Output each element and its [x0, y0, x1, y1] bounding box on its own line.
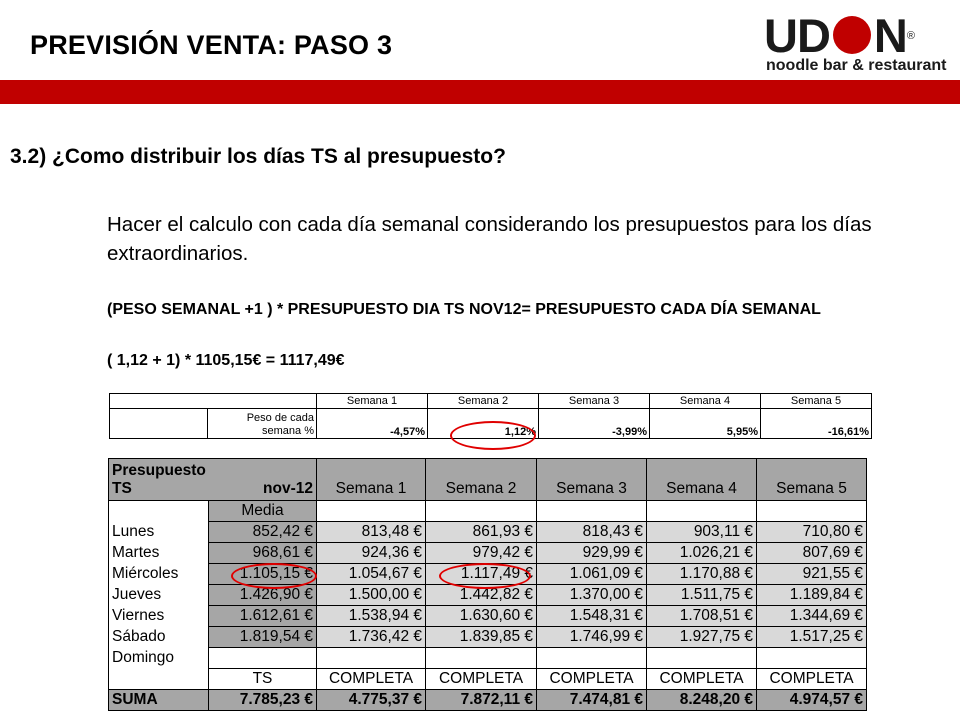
ts-status: COMPLETA [317, 669, 426, 690]
media-value: 1.612,61 € [209, 606, 317, 627]
media-row-blank [537, 501, 647, 522]
budget-month: nov-12 [263, 479, 313, 497]
media-value: 1.105,15 € [209, 564, 317, 585]
ts-label: TS [209, 669, 317, 690]
logo-red-circle-icon [831, 15, 873, 55]
media-row-empty [109, 501, 209, 522]
budget-day-rows [109, 522, 867, 669]
weight-header-row [110, 394, 872, 409]
ts-status: COMPLETA [537, 669, 647, 690]
weight-value: 5,95% [650, 409, 761, 439]
weight-value: -4,57% [317, 409, 428, 439]
weekly-budget-value [426, 648, 537, 669]
weight-values-row [110, 409, 872, 439]
weekly-budget-value: 903,11 € [647, 522, 757, 543]
weight-week-header: Semana 2 [428, 394, 539, 409]
budget-title: Presupuesto [112, 461, 206, 479]
logo-letters-ud: UD [764, 9, 830, 62]
weight-value: 1,12% [428, 409, 539, 439]
budget-day-row [109, 522, 867, 543]
weight-week-header: Semana 3 [539, 394, 650, 409]
budget-week-header: Semana 4 [647, 459, 757, 501]
body-paragraph: Hacer el calculo con cada día semanal considerando los presupuestos para los días extraordinarios. [107, 213, 872, 265]
budget-week-header: Semana 2 [426, 459, 537, 501]
udon-logo [764, 9, 947, 74]
suma-value: 4.974,57 € [757, 690, 867, 711]
ts-status: COMPLETA [647, 669, 757, 690]
weekly-budget-value: 1.170,88 € [647, 564, 757, 585]
weight-value: -16,61% [761, 409, 872, 439]
slide-title: PREVISIÓN VENTA: PASO 3 [30, 30, 393, 60]
weight-row-label-line1: Peso de cada [246, 412, 314, 424]
media-row-blank [317, 501, 426, 522]
logo-tagline: noodle bar & restaurant [766, 57, 947, 74]
media-value: 852,42 € [209, 522, 317, 543]
weekly-budget-value [647, 648, 757, 669]
media-value: 1.819,54 € [209, 627, 317, 648]
budget-day-row [109, 585, 867, 606]
suma-value: 8.248,20 € [647, 690, 757, 711]
day-label: Martes [109, 543, 209, 564]
day-label: Miércoles [109, 564, 209, 585]
weekly-budget-value: 1.630,60 € [426, 606, 537, 627]
weekly-budget-value: 1.061,09 € [537, 564, 647, 585]
media-label: Media [209, 501, 317, 522]
weekly-budget-value: 807,69 € [757, 543, 867, 564]
media-row-blank [426, 501, 537, 522]
weekly-budget-value: 979,42 € [426, 543, 537, 564]
weight-week-header: Semana 1 [317, 394, 428, 409]
weekly-budget-value: 1.839,85 € [426, 627, 537, 648]
suma-value: 4.775,37 € [317, 690, 426, 711]
budget-title-cell [109, 459, 317, 501]
logo-letter-n: N [873, 9, 907, 62]
media-value: 968,61 € [209, 543, 317, 564]
media-row-blank [647, 501, 757, 522]
weekly-weight-table [109, 393, 872, 439]
ts-status: COMPLETA [757, 669, 867, 690]
weight-week-header: Semana 4 [650, 394, 761, 409]
weight-week-header: Semana 5 [761, 394, 872, 409]
weekly-budget-value: 929,99 € [537, 543, 647, 564]
budget-day-row [109, 648, 867, 669]
suma-label: SUMA [109, 690, 209, 711]
weight-row-label [208, 409, 317, 439]
weekly-budget-value: 861,93 € [426, 522, 537, 543]
day-label: Viernes [109, 606, 209, 627]
weight-header-empty [110, 394, 317, 409]
weekly-budget-value: 1.442,82 € [426, 585, 537, 606]
budget-ts-row [109, 669, 867, 690]
budget-suma-row [109, 690, 867, 711]
day-label: Sábado [109, 627, 209, 648]
budget-week-header: Semana 5 [757, 459, 867, 501]
weekly-budget-value: 1.054,67 € [317, 564, 426, 585]
suma-value: 7.474,81 € [537, 690, 647, 711]
weekly-budget-value [757, 648, 867, 669]
weekly-budget-value: 710,80 € [757, 522, 867, 543]
weekly-budget-value: 921,55 € [757, 564, 867, 585]
weight-row-empty [110, 409, 208, 439]
header-accent-bar [0, 80, 960, 104]
weekly-budget-value: 1.548,31 € [537, 606, 647, 627]
weight-value: -3,99% [539, 409, 650, 439]
media-row-blank [757, 501, 867, 522]
budget-day-row [109, 606, 867, 627]
budget-week-header: Semana 3 [537, 459, 647, 501]
logo-wordmark [764, 9, 914, 62]
weekly-budget-value: 1.026,21 € [647, 543, 757, 564]
weekly-budget-value: 1.189,84 € [757, 585, 867, 606]
day-label: Lunes [109, 522, 209, 543]
weekly-budget-value: 1.736,42 € [317, 627, 426, 648]
budget-title-line2 [112, 480, 313, 498]
media-value: 1.426,90 € [209, 585, 317, 606]
media-value [209, 648, 317, 669]
weekly-budget-value: 1.538,94 € [317, 606, 426, 627]
budget-title-ts: TS [112, 479, 132, 497]
formula-text: (PESO SEMANAL +1 ) * PRESUPUESTO DIA TS NOV12= PRESUPUESTO CADA DÍA SEMANAL [107, 301, 821, 318]
budget-media-row [109, 501, 867, 522]
day-label: Jueves [109, 585, 209, 606]
weekly-budget-value: 1.927,75 € [647, 627, 757, 648]
weekly-budget-value: 924,36 € [317, 543, 426, 564]
weekly-budget-value [317, 648, 426, 669]
ts-row-empty [109, 669, 209, 690]
example-calculation: ( 1,12 + 1) * 1105,15€ = 1117,49€ [107, 352, 345, 369]
budget-day-row [109, 627, 867, 648]
suma-media: 7.785,23 € [209, 690, 317, 711]
budget-header-row [109, 459, 867, 501]
weekly-budget-value: 818,43 € [537, 522, 647, 543]
weekly-budget-value: 1.500,00 € [317, 585, 426, 606]
budget-day-row [109, 564, 867, 585]
ts-status: COMPLETA [426, 669, 537, 690]
day-label: Domingo [109, 648, 209, 669]
weekly-budget-value: 1.517,25 € [757, 627, 867, 648]
logo-registered-mark: ® [906, 30, 914, 42]
weekly-budget-value: 1.117,49 € [426, 564, 537, 585]
weight-row-label-line2: semana % [262, 425, 314, 437]
weekly-budget-value: 1.746,99 € [537, 627, 647, 648]
weekly-budget-value [537, 648, 647, 669]
weekly-budget-value: 813,48 € [317, 522, 426, 543]
section-question: 3.2) ¿Como distribuir los días TS al presupuesto? [10, 145, 506, 168]
weekly-budget-value: 1.344,69 € [757, 606, 867, 627]
suma-value: 7.872,11 € [426, 690, 537, 711]
budget-day-row [109, 543, 867, 564]
weekly-budget-value: 1.708,51 € [647, 606, 757, 627]
budget-week-header: Semana 1 [317, 459, 426, 501]
budget-table [108, 458, 867, 711]
weekly-budget-value: 1.370,00 € [537, 585, 647, 606]
weekly-budget-value: 1.511,75 € [647, 585, 757, 606]
